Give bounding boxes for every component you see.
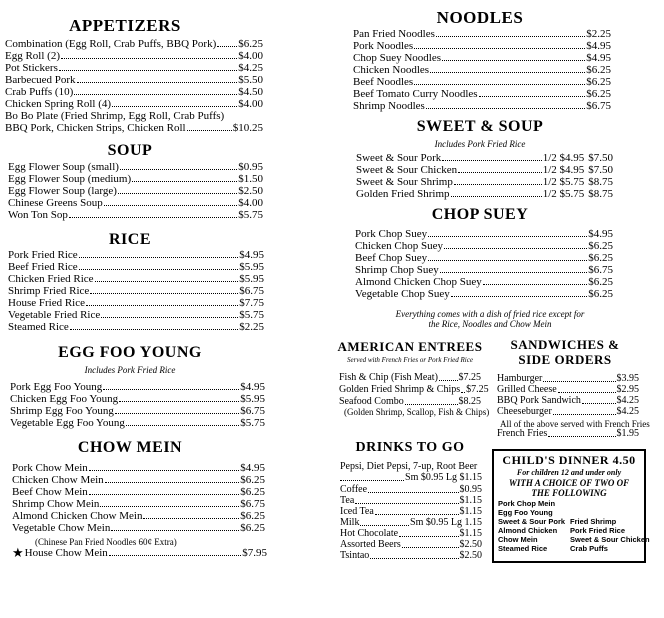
menu-item (5, 98, 263, 110)
childs-option: Egg Foo Young (498, 508, 553, 517)
menu-item (8, 273, 264, 285)
sandwiches-heading-line2: SIDE ORDERS (518, 352, 612, 367)
menu-item-name: Almond Chicken Chop Suey (355, 276, 482, 288)
menu-item-price: $6.25 (240, 474, 265, 486)
menu-item-name: Pork Fried Rice (8, 249, 78, 261)
childs-option: Almond Chicken (498, 526, 558, 535)
menu-item-name: Chicken Chop Suey (355, 240, 443, 252)
menu-item-name: Beef Noodles (353, 76, 414, 88)
menu-item-name: Shrimp Chop Suey (355, 264, 439, 276)
menu-item (5, 86, 263, 98)
appetizers-heading: APPETIZERS (69, 16, 181, 35)
childs-option: Crab Puffs (570, 544, 608, 553)
menu-item-name: Chicken Fried Rice (8, 273, 94, 285)
star-icon: ★ (12, 545, 24, 560)
menu-item (353, 64, 611, 76)
menu-item-name: Grilled Cheese (497, 384, 557, 395)
menu-item-name: Hamburger (497, 373, 543, 384)
menu-item-price: $4.00 (238, 50, 263, 62)
menu-item-price: $0.95 (238, 161, 263, 173)
menu-item-price: $4.00 (238, 98, 263, 110)
menu-item-price: $5.95 (239, 261, 264, 273)
american-entrees-subtitle: Served with French Fries or Pork Fried Rice (347, 356, 473, 364)
house-chow-mein: ★ House Chow Mein $7.95 (12, 545, 267, 560)
american-note: (Golden Shrimp, Scallop, Fish & Chips) (344, 407, 490, 417)
menu-item-name: Beef Chow Mein (12, 486, 88, 498)
menu-item-name: Chicken Chow Mein (12, 474, 104, 486)
menu-item-name: Chinese Greens Soup (8, 197, 103, 209)
menu-item (12, 510, 265, 522)
menu-item (353, 88, 611, 100)
menu-item-price: $1.15 (459, 528, 482, 539)
menu-item-price: $8.25 (458, 396, 481, 407)
childs-dinner-box (492, 449, 650, 563)
menu-item-name: Assorted Beers (340, 539, 401, 550)
menu-item-price: $7.75 (239, 297, 264, 309)
menu-item-name: Pork Chow Mein (12, 462, 88, 474)
soda-line2: Sm $0.95 Lg $1.15 (340, 472, 482, 484)
menu-item-price: $4.95 (240, 462, 265, 474)
menu-item-price: $0.95 (459, 484, 482, 495)
american-entrees-heading: AMERICAN ENTREES (337, 339, 483, 354)
menu-item-name: Seafood Combo (339, 396, 404, 407)
childs-option: Steamed Rice (498, 544, 548, 553)
menu-item-price: $6.25 (240, 522, 265, 534)
menu-item-price: $6.25 (240, 510, 265, 522)
menu-item-price: $4.95 (586, 40, 611, 52)
menu-item (5, 38, 263, 50)
menu-item-name: Beef Tomato Curry Noodles (353, 88, 478, 100)
menu-item-name: Combination (Egg Roll, Crab Puffs, BBQ Pork) (5, 38, 217, 50)
menu-item-name: Shrimp Chow Mein (12, 498, 100, 510)
menu-item-price: $1.15 (459, 506, 482, 517)
menu-item-name: Iced Tea (340, 506, 374, 517)
childs-option: Chow Mein (498, 535, 538, 544)
menu-item-name: Shrimp Noodles (353, 100, 425, 112)
menu-item-price: $2.25 (586, 28, 611, 40)
menu-item-price: $4.25 (238, 62, 263, 74)
menu-item-name: Beef Fried Rice (8, 261, 78, 273)
menu-item-name: Crab Puffs (10) (5, 86, 74, 98)
menu-item-price: $1.15 (459, 495, 482, 506)
childs-option: Sweet & Sour Chicken (570, 535, 650, 544)
menu-item (8, 309, 264, 321)
menu-item (12, 522, 265, 534)
childs-option: Pork Fried Rice (570, 526, 626, 535)
menu-item-price: $6.25 (586, 64, 611, 76)
menu-item-price: $6.25 (586, 88, 611, 100)
menu-item-name: Pot Stickers (5, 62, 58, 74)
menu-item-price: $2.50 (459, 550, 482, 561)
sweet-sour-item: Sweet & Sour Chicken 1/2 $4.95 $7.50 (356, 164, 613, 176)
menu-item (8, 297, 264, 309)
menu-item-name: Tsintao (340, 550, 370, 561)
menu-item-price: $6.25 (588, 240, 613, 252)
menu-item (353, 100, 611, 112)
menu-item-name: Vegetable Egg Foo Young (10, 417, 125, 429)
menu-item-name: Hot Chocolate (340, 528, 399, 539)
menu-item-name: Cheeseburger (497, 406, 552, 417)
menu-item-name: Won Ton Sop (8, 209, 68, 221)
menu-item (355, 276, 613, 288)
menu-item-name: Barbecued Pork (5, 74, 76, 86)
chow-mein-heading: CHOW MEIN (77, 439, 183, 456)
menu-item-name: Egg Flower Soup (large) (8, 185, 117, 197)
menu-item (5, 50, 263, 62)
menu-item-price: $2.25 (239, 321, 264, 333)
menu-item (355, 228, 613, 240)
menu-item-name: Chicken Egg Foo Young (10, 393, 119, 405)
menu-item-price: $5.95 (239, 273, 264, 285)
menu-item (355, 240, 613, 252)
menu-item (8, 185, 263, 197)
menu-item (8, 173, 263, 185)
menu-item-price: $6.25 (240, 486, 265, 498)
menu-item (339, 384, 489, 396)
half-order-price: 1/2 $5.75 (542, 176, 585, 188)
menu-item-price: $6.25 (588, 288, 613, 300)
menu-item (10, 393, 265, 405)
menu-item-price: $2.50 (238, 185, 263, 197)
menu-item-name: Pan Fried Noodles (353, 28, 435, 40)
menu-item (8, 161, 263, 173)
menu-item (12, 474, 265, 486)
menu-item (8, 285, 264, 297)
menu-item-price: $4.95 (239, 249, 264, 261)
french-fries: French Fries $1.95 (497, 428, 639, 439)
menu-item (5, 74, 263, 86)
menu-item-name: Chicken Spring Roll (4) (5, 98, 112, 110)
half-order-price: 1/2 $4.95 (542, 164, 585, 176)
menu-item-name: Vegetable Fried Rice (8, 309, 101, 321)
menu-item-price: $4.95 (588, 228, 613, 240)
menu-item-price: $6.75 (240, 498, 265, 510)
menu-item (355, 252, 613, 264)
menu-item-price: $7.25 (466, 384, 489, 395)
menu-item-price: $6.25 (238, 38, 263, 50)
childs-line2: WITH A CHOICE OF TWO OF (508, 478, 630, 488)
menu-item (353, 52, 611, 64)
menu-item-name: Pork Egg Foo Young (10, 381, 103, 393)
egg-foo-young-subtitle: Includes Pork Fried Rice (84, 365, 176, 375)
menu-item-price: $5.95 (240, 393, 265, 405)
menu-item-price: $4.00 (238, 197, 263, 209)
menu-item-price: $6.75 (588, 264, 613, 276)
sweet-sour-item: Sweet & Sour Pork 1/2 $4.95 $7.50 (356, 152, 613, 164)
menu-item (497, 406, 639, 418)
menu-item (353, 40, 611, 52)
menu-item-name: Egg Flower Soup (small) (8, 161, 119, 173)
menu-item (12, 498, 265, 510)
menu-item-price: $7.25 (458, 372, 481, 383)
menu-item-name: Chop Suey Noodles (353, 52, 441, 64)
menu-item (8, 261, 264, 273)
noodles-heading: NOODLES (436, 8, 524, 27)
menu-item-name: Vegetable Chop Suey (355, 288, 450, 300)
menu-item-name: Egg Roll (2) (5, 50, 60, 62)
sweet-soup-heading: SWEET & SOUP (416, 118, 544, 135)
menu-item-name: Chicken Noodles (353, 64, 430, 76)
menu-item-name: Almond Chicken Chow Mein (12, 510, 143, 522)
chop-suey-note-line1: Everything comes with a dish of fried rice except for (395, 309, 585, 319)
milk-row: Milk Sm $0.95 Lg 1.15 (340, 517, 482, 528)
menu-item-name: Coffee (340, 484, 368, 495)
menu-item (8, 249, 264, 261)
menu-item (339, 372, 481, 384)
menu-item (10, 381, 265, 393)
menu-item-price: $6.25 (588, 276, 613, 288)
menu-item-price: $4.25 (616, 395, 639, 406)
bobo-plate-line1: Bo Bo Plate (Fried Shrimp, Egg Roll, Crab Puffs) (5, 110, 225, 122)
childs-option: Pork Chop Mein (498, 499, 556, 508)
menu-item (12, 486, 265, 498)
menu-item-name: Vegetable Chow Mein (12, 522, 111, 534)
half-order-price: 1/2 $5.75 (542, 188, 585, 200)
soda-line1: Pepsi, Diet Pepsi, 7-up, Root Beer (340, 461, 478, 472)
soup-heading: SOUP (107, 142, 153, 159)
menu-item-price: $4.25 (616, 406, 639, 417)
menu-item-price: $6.25 (588, 252, 613, 264)
sandwiches-heading-line1: SANDWICHES & (510, 337, 620, 352)
chop-suey-note-line2: the Rice, Noodles and Chow Mein (428, 319, 552, 329)
menu-item (340, 550, 482, 562)
menu-item-price: $5.75 (238, 209, 263, 221)
menu-item (353, 28, 611, 40)
menu-item-name: Pork Chop Suey (355, 228, 428, 240)
menu-item-price: $5.50 (238, 74, 263, 86)
sweet-soup-subtitle: Includes Pork Fried Rice (434, 139, 526, 149)
menu-item (8, 209, 263, 221)
menu-item (8, 321, 264, 333)
menu-item-name: Beef Chop Suey (355, 252, 428, 264)
egg-foo-young-heading: EGG FOO YOUNG (58, 344, 202, 361)
chop-suey-heading: CHOP SUEY (431, 206, 529, 223)
menu-item (10, 405, 265, 417)
chow-mein-note: (Chinese Pan Fried Noodles 60¢ Extra) (35, 537, 177, 547)
bobo-plate-line2: BBQ Pork, Chicken Strips, Chicken Roll $10.25 (5, 122, 263, 134)
menu-item-price: $3.95 (616, 373, 639, 384)
menu-item-price: $4.95 (240, 381, 265, 393)
menu-item-price: $6.25 (586, 76, 611, 88)
childs-option: Fried Shrimp (570, 517, 617, 526)
childs-line1: For children 12 and under only (516, 468, 622, 477)
menu-item-price: $4.50 (238, 86, 263, 98)
menu-item-price: $6.75 (239, 285, 264, 297)
childs-dinner-heading: CHILD'S DINNER 4.50 (502, 453, 636, 467)
menu-item-price: $1.50 (238, 173, 263, 185)
menu-item (5, 62, 263, 74)
menu-item-price: $6.75 (240, 405, 265, 417)
menu-item-name: Fish & Chip (Fish Meat) (339, 372, 438, 383)
rice-heading: RICE (108, 231, 151, 248)
menu-item-price: $2.50 (459, 539, 482, 550)
sandwiches-note: All of the above served with French Fries (500, 419, 650, 429)
menu-item-name: Shrimp Egg Foo Young (10, 405, 114, 417)
menu-item-name: Steamed Rice (8, 321, 69, 333)
menu-item (12, 462, 265, 474)
menu-item (355, 264, 613, 276)
menu-item-name: BBQ Pork Sandwich (497, 395, 581, 406)
childs-option: Sweet & Sour Pork (498, 517, 566, 526)
menu-item (353, 76, 611, 88)
menu-item (339, 396, 481, 408)
menu-item (10, 417, 265, 429)
menu-item-name: Shrimp Fried Rice (8, 285, 90, 297)
menu-item-price: $5.75 (239, 309, 264, 321)
sweet-sour-item: Golden Fried Shrimp 1/2 $5.75 $8.75 (356, 188, 613, 200)
menu-item (355, 288, 613, 300)
menu-item-name: Pork Noodles (353, 40, 414, 52)
menu-item-price: $5.75 (240, 417, 265, 429)
menu-item-name: House Fried Rice (8, 297, 85, 309)
menu-item (8, 197, 263, 209)
menu-item-price: $2.95 (616, 384, 639, 395)
sweet-sour-item: Sweet & Sour Shrimp 1/2 $5.75 $8.75 (356, 176, 613, 188)
menu-item (340, 506, 482, 518)
childs-line3: THE FOLLOWING (531, 488, 607, 498)
menu-item-price: $4.95 (586, 52, 611, 64)
menu-item-name: Golden Fried Shrimp & Chips (339, 384, 461, 395)
menu-item-name: Tea (340, 495, 355, 506)
half-order-price: 1/2 $4.95 (542, 152, 585, 164)
menu-item-price: $6.75 (586, 100, 611, 112)
drinks-heading: DRINKS TO GO (355, 440, 465, 455)
menu-item-name: Egg Flower Soup (medium) (8, 173, 132, 185)
